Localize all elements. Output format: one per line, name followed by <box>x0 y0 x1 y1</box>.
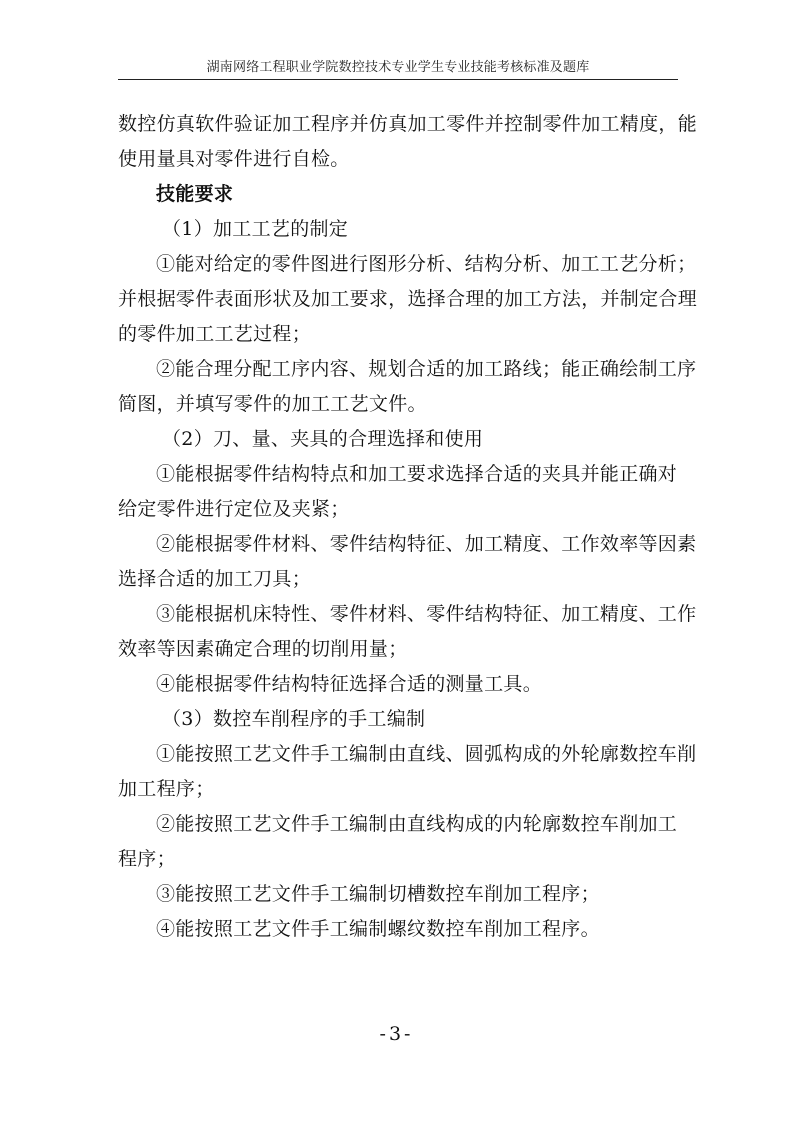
page-header-title: 湖南网络工程职业学院数控技术专业学生专业技能考核标准及题库 <box>206 60 590 75</box>
section1-item1-line-3: 的零件加工工艺过程； <box>118 323 312 345</box>
section3-item4-line-1: ④能按照工艺文件手工编制螺纹数控车削加工程序。 <box>156 918 600 940</box>
section3-item2-line-1: ②能按照工艺文件手工编制由直线构成的内轮廓数控车削加工 <box>156 813 678 835</box>
section3-heading: （3）数控车削程序的手工编制 <box>162 708 426 730</box>
section2-item1-line-1: ①能根据零件结构特点和加工要求选择合适的夹具并能正确对 <box>156 463 678 485</box>
section2-item3-line-1: ③能根据机床特性、零件材料、零件结构特征、加工精度、工作 <box>156 603 697 625</box>
section3-item2-line-2: 程序； <box>118 848 176 870</box>
section2-item2-line-2: 选择合适的加工刀具； <box>118 568 312 590</box>
section1-item1-line-2: 并根据零件表面形状及加工要求，选择合理的加工方法，并制定合理 <box>118 288 698 310</box>
section2-item1-line-2: 给定零件进行定位及夹紧； <box>118 498 350 520</box>
section1-item1-line-1: ①能对给定的零件图进行图形分析、结构分析、加工工艺分析； <box>156 253 697 275</box>
document-body <box>118 112 698 941</box>
section3-item3-line-1: ③能按照工艺文件手工编制切槽数控车削加工程序； <box>156 883 600 905</box>
section1-item2-line-2: 简图，并填写零件的加工工艺文件。 <box>118 393 427 415</box>
section2-heading: （2）刀、量、夹具的合理选择和使用 <box>162 428 484 450</box>
skill-heading: 技能要求 <box>156 183 234 205</box>
page-number: -3- <box>379 1023 414 1045</box>
intro-line-1: 数控仿真软件验证加工程序并仿真加工零件并控制零件加工精度，能 <box>118 113 698 135</box>
section1-heading: （1）加工工艺的制定 <box>162 218 349 240</box>
header-divider <box>118 79 678 80</box>
section2-item4-line-1: ④能根据零件结构特征选择合适的测量工具。 <box>156 673 543 695</box>
section2-item3-line-2: 效率等因素确定合理的切削用量； <box>118 638 408 660</box>
section3-item1-line-2: 加工程序； <box>118 778 215 800</box>
intro-line-2: 使用量具对零件进行自检。 <box>118 148 350 170</box>
section2-item2-line-1: ②能根据零件材料、零件结构特征、加工精度、工作效率等因素 <box>156 533 697 555</box>
section1-item2-line-1: ②能合理分配工序内容、规划合适的加工路线；能正确绘制工序 <box>156 358 697 380</box>
section3-item1-line-1: ①能按照工艺文件手工编制由直线、圆弧构成的外轮廓数控车削 <box>156 743 697 765</box>
